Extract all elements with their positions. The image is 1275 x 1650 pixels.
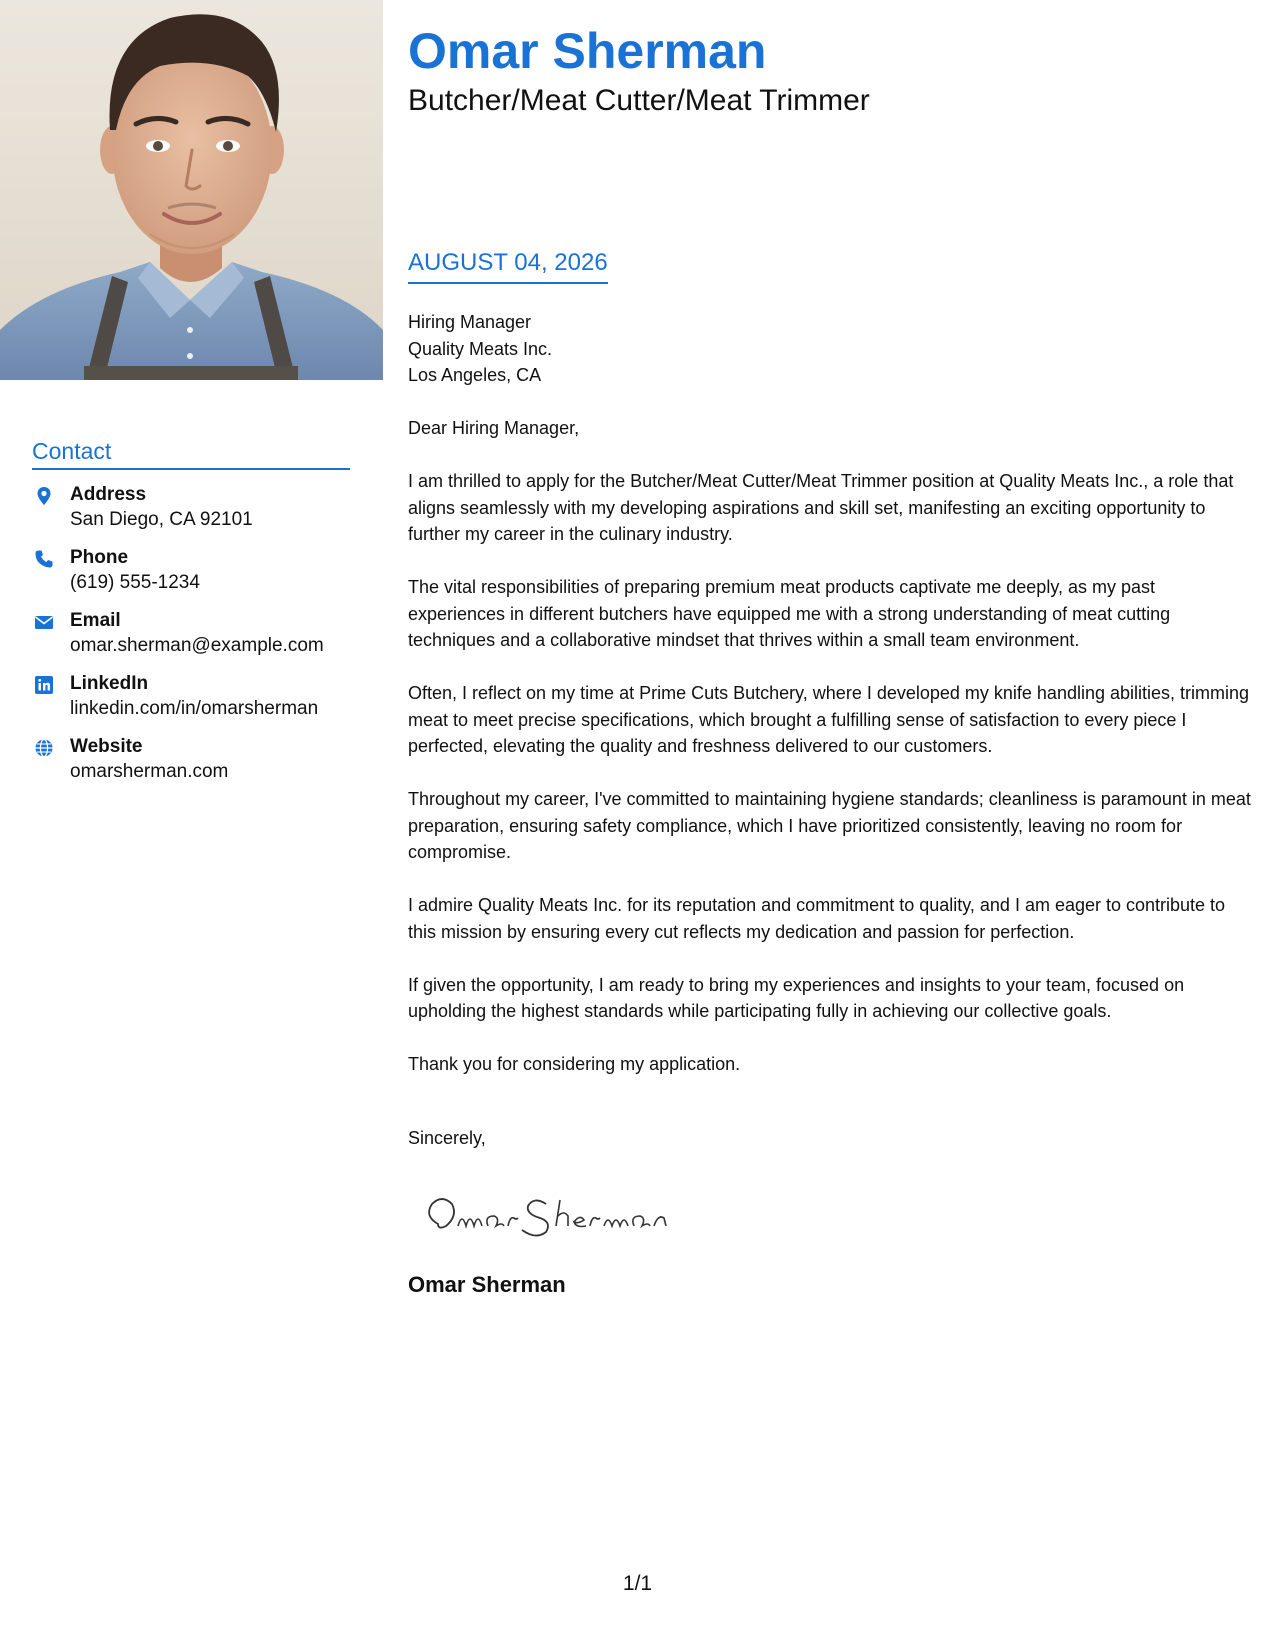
contact-label-website: Website <box>70 736 143 757</box>
contact-item-linkedin <box>32 673 362 725</box>
body-paragraph: I am thrilled to apply for the Butcher/Meat Cutter/Meat Trimmer position at Quality Meats Inc., a role that aligns seamlessly with my developing aspirations and skill set, manifesting an exciting opportunity to further my career in the culinary industry. <box>408 471 1234 544</box>
contact-item-address <box>32 484 362 536</box>
globe-icon <box>34 738 54 758</box>
salutation: Dear Hiring Manager, <box>408 418 580 438</box>
portrait-photo-icon <box>0 0 383 380</box>
contact-label-address: Address <box>70 484 147 505</box>
contact-item-website <box>32 736 362 788</box>
contact-value-phone: (619) 555-1234 <box>70 572 200 593</box>
letter-date: AUGUST 04, 2026 <box>408 249 608 284</box>
body-paragraph: The vital responsibilities of preparing premium meat products captivate me deeply, as my past experiences in different butchers have equipped me with a strong understanding of meat cutting techniques and a collaborative mindset that thrives within a small team environment. <box>408 577 1171 650</box>
letter-body <box>408 415 1253 1104</box>
linkedin-icon <box>34 675 54 695</box>
contact-label-phone: Phone <box>70 547 129 568</box>
signed-name: Omar Sherman <box>408 1272 566 1297</box>
contact-label-email: Email <box>70 610 121 631</box>
contact-value-linkedin[interactable]: linkedin.com/in/omarsherman <box>70 698 319 719</box>
applicant-name: Omar Sherman <box>408 23 767 79</box>
recipient-line: Quality Meats Inc. <box>408 338 553 359</box>
body-paragraph: I admire Quality Meats Inc. for its reputation and commitment to quality, and I am eager to contribute to this mission by ensuring every cut reflects my dedication and passion for perfection. <box>408 895 1226 942</box>
body-paragraph: Throughout my career, I've committed to maintaining hygiene standards; cleanliness is paramount in meat preparation, ensuring safety compliance, which I have prioritized consistently, leaving no room for compromise. <box>408 789 1251 862</box>
body-paragraph: Often, I reflect on my time at Prime Cuts Butchery, where I developed my knife handling abilities, trimming meat to meet precise specifications, which brought a fulfilling sense of satisfaction to every piece I perfected, elevating the quality and freshness delivered to our customers. <box>408 683 1250 756</box>
phone-icon <box>34 549 54 569</box>
location-pin-icon <box>34 486 54 506</box>
contact-value-email[interactable]: omar.sherman@example.com <box>70 635 324 656</box>
contact-item-email <box>32 610 362 662</box>
profile-photo <box>0 0 383 380</box>
contact-heading: Contact <box>32 438 350 470</box>
page-number: 1/1 <box>622 1572 653 1595</box>
handwritten-signature-icon <box>418 1186 678 1242</box>
contact-item-phone <box>32 547 362 599</box>
contact-value-website[interactable]: omarsherman.com <box>70 761 229 782</box>
contact-value-address: San Diego, CA 92101 <box>70 509 253 530</box>
recipient-line: Hiring Manager <box>408 312 532 332</box>
body-paragraph: Thank you for considering my application. <box>408 1054 741 1074</box>
signature <box>418 1186 678 1242</box>
recipient-block <box>408 309 552 389</box>
body-paragraph: If given the opportunity, I am ready to bring my experiences and insights to your team, focused on upholding the highest standards while participating fully in achieving our collective goals. <box>408 974 1185 1021</box>
closing: Sincerely, <box>408 1128 486 1148</box>
envelope-icon <box>34 612 54 632</box>
contact-label-linkedin: LinkedIn <box>70 673 149 694</box>
recipient-line: Los Angeles, CA <box>408 365 542 385</box>
job-title: Butcher/Meat Cutter/Meat Trimmer <box>408 84 870 117</box>
